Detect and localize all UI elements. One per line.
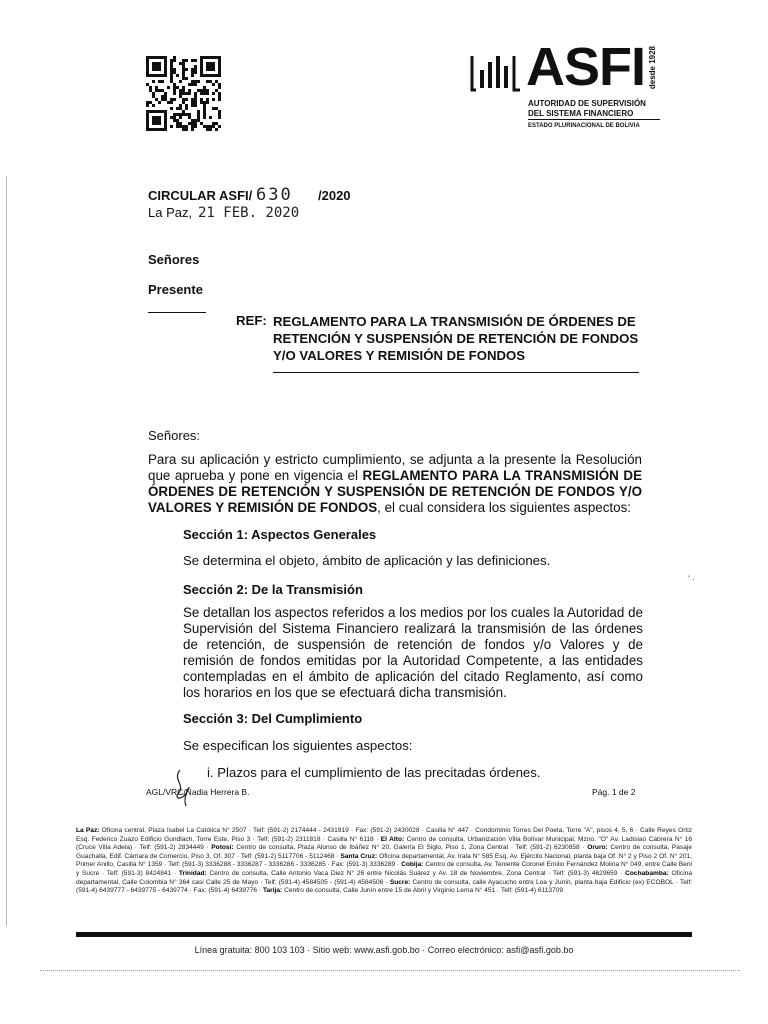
section-2-title: Sección 2: De la Transmisión xyxy=(183,582,363,597)
section-1-text: Se determina el objeto, ámbito de aplicación y las definiciones. xyxy=(183,553,551,568)
date-stamp: 21 FEB. 2020 xyxy=(198,205,300,221)
office-addresses: La Paz: Oficina central, Plaza Isabel La Católica N° 2507 · Telf: (591-2) 2174444 - 2431919 · Fax: (591-2) 2430028 · Casilla N° 447 · Condominio Torres Del Poeta, Torre "A", pisos 4, 5, 6 · Calle Reyes Ortiz Esq. Federico Zuazo Edificio Gundlach, Torre Este, Piso 3 · Telf: (591-2) 2311818 · Casilla N° 6118 · El Alto: Centro de consulta, Urbanización Villa Bolívar Municipal, Mzno. "O" Av. Ladislao Cabrera N° 16 (Cruce Villa Adela) · Telf: (591-2) 2834449 · Potosí: Centro de consulta, Plaza Alonso de Ibáñez N° 20, Galería El Siglo, Piso 1, Zona Central · Telf: (591-2) 6230858 · Oruro: Centro de consulta, Pasaje Guachalla, Edif. Cámara de Comercio, Piso 3, Of. 307 · Telf: (591-2) 5117706 - 5112468 · Santa Cruz: Oficina departamental, Av. Irala N° 585 Esq. Av. Ejército Nacional, planta baja Of. N° 2 y Piso 2 Of. N° 201, Primer Anillo, Casilla N° 1359 · Telf: (591-3) 3336288 - 3336287 - 3336286 - 3336285 · Fax: (591-3) 3336289 · Cobija: Centro de consulta, Av. Teniente Coronel Emilio Fernández Molina N° 049, entre Calle Beni y Sucre · Telf: (591-3) 8424841 · Trinidad: Centro de consulta, Calle Antonio Vaca Diez N° 26 entre Nicolás Suárez y Av. 18 de Noviembre, Zona Central · Telf: (591-3) 4629659 · Cochabamba: Oficina departamental, Calle Colombia N° 364 casi Calle 25 de Mayo · Telf: (591-4) 4584505 - (591-4) 4584506 · Sucre: Centro de consulta, calle Ayacucho entre Loa y Junín, planta baja Edificio (ex) ECOBOL · Telf: (591-4) 6439777 - 6439775 - 6439774 · Fax: (591-4) 6439776 · Tarija: Centro de consulta, Calle Junín entre 15 de Abril y Virginio Lema N° 451 · Telf: (591-4) 6113709 xyxy=(76,827,692,895)
scan-dotted-line xyxy=(40,970,740,971)
circular-label: CIRCULAR ASFI/ xyxy=(148,188,253,203)
circular-number: 630 xyxy=(256,185,293,205)
ref-label: REF: xyxy=(236,313,267,328)
section-3-text: Se especifican los siguientes aspectos: xyxy=(183,738,413,753)
present-underline xyxy=(148,312,206,313)
footer-divider xyxy=(76,932,692,937)
ref-subject: REGLAMENTO PARA LA TRANSMISIÓN DE ÓRDENES DE RETENCIÓN Y SUSPENSIÓN DE RETENCIÓN DE FONDOS Y/O VALORES Y REMISIÓN DE FONDOS xyxy=(273,314,639,363)
regulation-name: REGLAMENTO PARA LA TRANSMISIÓN DE ÓRDENES DE RETENCIÓN Y SUSPENSIÓN DE RETENCIÓN DE FONDOS Y/O VALORES Y REMISIÓN DE FONDOS xyxy=(148,468,642,515)
logo-wordmark: ASFI xyxy=(526,37,646,97)
ref-underline xyxy=(273,372,639,373)
circular-year: /2020 xyxy=(318,188,351,203)
initials-line: AGL/VRC/Nadia Herrera B. xyxy=(146,787,250,797)
footer-contact: Línea gratuita: 800 103 103 · Sitio web: www.asfi.gob.bo · Correo electrónico: asfi@asfi.gob.bo xyxy=(194,945,574,955)
list-item: i. Plazos para el cumplimiento de las precitadas órdenes. xyxy=(207,765,541,780)
logo-divider xyxy=(528,119,660,120)
scan-mark: ’ · xyxy=(688,574,696,584)
page-number: Pág. 1 de 2 xyxy=(592,787,636,797)
logo-bars-icon xyxy=(470,50,526,96)
section-2-text: Se detallan los aspectos referidos a los medios por los cuales la Autoridad de Supervisión del Sistema Financiero realizará la transmisión de las órdenes de retención, de suspensión de retención de fondos y/o Valores y de remisión de fondos emitidas por la Autoridad Competente, a las entidades contempladas en el ámbito de aplicación del citado Reglamento, así como los horarios en los que se efectuará dicha transmisión. xyxy=(183,605,643,700)
salutation: Señores xyxy=(148,252,200,267)
qr-pattern xyxy=(146,56,221,131)
section-1-title: Sección 1: Aspectos Generales xyxy=(183,527,377,542)
intro-paragraph: Para su aplicación y estricto cumplimiento, se adjunta a la presente la Resolución que aprueba y pone en vigencia el REGLAMENTO PARA LA TRANSMISIÓN DE ÓRDENES DE RETENCIÓN Y SUSPENSIÓN DE RETENCIÓN DE FONDOS Y/O VALORES Y REMISIÓN DE FONDOS, el cual considera los siguientes aspectos: xyxy=(148,452,642,515)
logo-subtitle: AUTORIDAD DE SUPERVISIÓN DEL SISTEMA FINANCIERO xyxy=(528,99,646,118)
section-3-title: Sección 3: Del Cumplimiento xyxy=(183,711,363,726)
place-label: La Paz, xyxy=(148,205,193,220)
logo-country: ESTADO PLURINACIONAL DE BOLIVIA xyxy=(528,123,640,129)
present-label: Presente xyxy=(148,282,203,297)
greeting: Señores: xyxy=(148,428,201,443)
logo-since: desde 1928 xyxy=(648,46,657,90)
qr-code-image xyxy=(146,56,222,134)
asfi-logo xyxy=(470,37,660,136)
scan-margin-line xyxy=(6,176,7,926)
